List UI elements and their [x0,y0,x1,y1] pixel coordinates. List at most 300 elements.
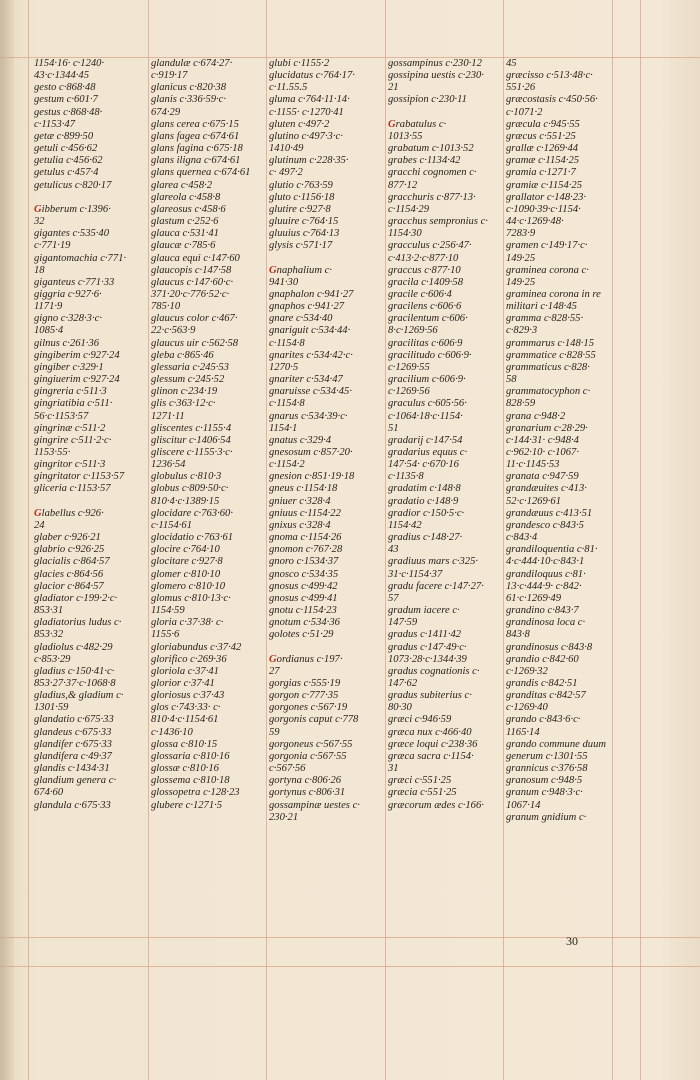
index-entry: 1154·30 [388,228,422,240]
index-entry: 941·30 [269,276,299,288]
index-entry: 59 [269,726,280,738]
index-entry: glubi c·1155·2 [269,58,330,69]
index-entry: glomero c·810·10 [151,580,226,592]
index-entry: gracilens c·606·6 [388,301,462,313]
index-entry: gladiolus c·482·29 [34,641,113,653]
index-entry: 1013·55 [388,130,423,142]
index-entry: gnesion c·851·19·18 [269,471,355,483]
index-entry: c·1154·61 [151,519,192,531]
index-entry: gradior c·150·5·c· [388,507,465,519]
index-entry: c·829·3 [506,325,538,337]
index-entry: glaucus uir c·562·58 [151,337,239,349]
index-entry: gradus c·147·49·c· [388,641,467,653]
index-entry: glareola c·458·8 [151,191,221,203]
index-entry: 31 [388,763,399,775]
index-entry: 1171·9 [34,301,63,313]
index-entry: gingreria c·511·3 [34,386,107,398]
index-entry: 1155·6 [151,629,180,641]
index-entry: gingiberim c·927·24 [34,349,120,361]
index-entry: Gordianus c·197· [269,653,343,665]
index-entry: glastum c·252·6 [151,216,219,228]
index-entry: glos c·743·33· c· [151,702,221,714]
index-entry: c·919·17 [151,70,188,82]
index-entry: 149·25 [506,252,536,264]
index-entry: gorgonis caput c·778 [269,714,359,726]
index-entry: c·962·10· c·1067· [506,447,579,458]
index-entry: grando commune duum [506,738,607,750]
index-entry: c·1269·56 [388,386,430,398]
column-rule [148,0,149,1080]
index-entry: glossæ c·810·16 [151,763,219,775]
index-entry: gramia c·1271·7 [506,167,576,179]
index-entry: gnatus c·329·4 [269,434,332,446]
index-entry: grannicus c·376·58 [506,763,588,775]
index-entry: gorgoneus c·567·55 [269,738,353,750]
index-entry: giggria c·927·6· [34,288,102,300]
index-entry: grana c·948·2 [506,410,566,422]
index-entry: Gnaphalium c· [269,264,332,276]
index-entry: gingiuerim c·927·24 [34,374,120,386]
index-entry: c·771·19 [34,240,71,252]
index-entry: gingritator c·1153·57 [34,471,125,483]
index-entry: gnaphalon c·941·27 [269,288,354,300]
index-entry: gigantomachia c·771· [34,252,127,264]
index-entry: gradarij c·147·54 [388,434,463,446]
index-entry: 1073·28·c·1344·39 [388,653,467,665]
index-entry: 371·20·c·776·52·c· [151,288,230,300]
index-entry: gnaphos c·941·27 [269,301,345,313]
index-entry: glanis c·336·59·c· [151,94,227,106]
index-entry: græcorum ædes c·166· [388,799,484,811]
index-entry: 8·c·1269·56 [388,325,438,337]
index-entry: glacies c·864·56 [34,568,104,580]
index-entry: gradum iacere c· [388,605,460,617]
index-entry: glysis c·571·17 [269,240,333,252]
index-entry: gestus c·868·48· [34,106,103,118]
index-entry: 551·26 [506,82,536,94]
index-entry: 11·c·1145·53 [506,459,560,471]
index-entry: c·1269·32 [506,665,548,677]
index-entry: glauca c·531·41 [151,228,219,240]
index-entry: 1270·5 [269,361,299,373]
index-entry: glans fagina c·675·18 [151,143,243,155]
index-entry: 147·54· c·670·16 [388,459,459,471]
index-entry: 785·10 [151,301,181,313]
index-entry: 7283·9 [506,228,536,240]
column-rule [385,0,386,1080]
index-entry: 674·60 [34,787,64,799]
index-entry: glorior c·37·41 [151,677,215,689]
index-entry: græcus c·551·25 [506,130,576,142]
index-entry: getuli c·456·62 [34,143,98,155]
index-entry: glis c·363·12·c· [151,398,216,410]
index-entry: granata c·947·59 [506,471,579,483]
index-entry: gniuus c·1154·22 [269,507,341,519]
index-entry [34,192,146,204]
index-entry: gnariguit c·534·44· [269,325,351,337]
index-entry: gnare c·534·40 [269,313,333,325]
index-entry: gloriosus c·37·43 [151,690,225,702]
index-entry: glaucus c·147·60·c· [151,276,234,288]
index-entry: gnarites c·534·42·c· [269,349,353,361]
index-entry: græca nux c·466·40 [388,726,472,738]
index-entry: gnaruisse c·534·45· [269,386,352,398]
index-entry: 51 [388,422,399,434]
index-entry: c· 497·2 [269,167,303,179]
index-entry: glorifico c·269·36 [151,653,227,665]
index-entry: glaucæ c·785·6 [151,240,216,252]
index-entry: c·1436·10 [151,726,193,738]
index-entry: 1154·1 [269,422,298,434]
index-entry: granum gnidium c· [506,811,587,823]
index-entry: glacialis c·864·57 [34,556,110,568]
index-entry: glareosus c·458·6 [151,203,226,215]
index-entry: gluten c·497·2 [269,118,330,130]
index-entry: 1154·16· c·1240· [34,58,105,69]
index-entry: 147·62 [388,677,418,689]
index-entry: grandio c·842·60 [506,653,579,665]
index-entry: gracchus sempronius c· [388,216,488,228]
index-entry: gradus c·1411·42 [388,629,462,641]
index-entry: c·144·31· c·948·4 [506,434,579,446]
index-entry: gnosco c·534·35 [269,568,339,580]
index-entry: gniuer c·328·4 [269,495,331,507]
index-entry: gliscentes c·1155·4 [151,422,232,434]
index-entry: 22·c·563·9 [151,325,196,337]
index-entry: c·1153·47 [34,118,75,130]
index-entry: 843·8 [506,629,530,641]
index-entry: c·11.55.5 [269,82,308,94]
bottom-rule [0,937,700,938]
index-entry: Glabellus c·926· [34,507,104,519]
index-entry: glocitare c·927·8 [151,556,223,568]
index-entry: 810·4·c·1389·15 [151,495,220,507]
index-entry: græcula c·945·55 [506,118,580,130]
index-entry: gossampinæ uestes c· [269,799,360,811]
index-entry: 21 [388,82,399,94]
index-entry: c·1071·2 [506,106,543,118]
index-entry: gigno c·328·3·c· [34,313,102,325]
index-entry [269,642,381,654]
index-entry: 674·29 [151,106,181,118]
index-entry: Grabatulus c· [388,118,447,130]
index-entry: gliceria c·1153·57 [34,483,111,495]
index-entry: 1271·11 [151,410,185,422]
index-entry: glaucus color c·467· [151,313,238,325]
index-entry: grandinosus c·843·8 [506,641,593,653]
index-entry: 24 [34,519,45,531]
index-entry: gnesosum c·857·20· [269,447,353,458]
index-entry: gnoro c·1534·37 [269,556,339,568]
index-entry: 18 [34,264,45,276]
index-entry [34,496,146,508]
index-entry: grandiloquus c·81· [506,568,586,580]
index-entry: c·1154·29 [388,203,429,215]
index-entry: graccus c·877·10 [388,264,461,276]
index-entry: græci c·551·25 [388,775,452,787]
index-entry: grammaticus c·828· [506,361,590,373]
index-entry: Gibberum c·1396· [34,203,111,215]
index-entry: gracile c·606·4 [388,288,452,300]
index-entry: glarea c·458·2 [151,179,213,191]
index-entry: glossa c·810·15 [151,738,218,750]
index-entry: gnosus c·499·41 [269,592,338,604]
index-entry: gradarius equus c· [388,447,468,458]
index-entry: græcisso c·513·48·c· [506,70,593,82]
index-entry: gloriola c·37·41 [151,665,219,677]
index-entry: glutinum c·228·35· [269,155,349,167]
index-entry: gingritor c·511·3 [34,459,106,471]
index-entry: grandesco c·843·5 [506,519,584,531]
index-entry: gnosus c·499·42 [269,580,338,592]
index-entry: c·1154·2 [269,459,305,471]
index-entry: gracchuris c·877·13· [388,191,476,203]
index-entry: gorgonia c·567·55 [269,750,347,762]
index-entry: c·843·4 [506,532,538,544]
index-entry: gluto c·1156·18 [269,191,335,203]
index-entry: c·1269·40 [506,702,548,714]
index-entry: glaucopis c·147·58 [151,264,232,276]
index-entry: 43 [388,544,399,556]
index-column-1 [34,58,146,812]
index-entry: c·413·2·c·877·10 [388,252,459,264]
index-entry: 80·30 [388,702,412,714]
index-entry: glomus c·810·13·c· [151,592,231,604]
index-entry: glutino c·497·3·c· [269,130,343,142]
index-entry: græcia c·551·25 [388,787,457,799]
index-entry: 853·31 [34,605,64,617]
index-entry: getulia c·456·62 [34,155,103,167]
index-entry: glandium genera c· [34,775,117,787]
index-entry: gramæ c·1154·25 [506,155,580,167]
index-entry: grandino c·843·7 [506,605,579,617]
index-entry: gingiber c·329·1 [34,361,104,373]
index-entry: glauca equi c·147·60 [151,252,240,264]
margin-rule [28,0,29,1080]
index-entry: gracilitas c·606·9 [388,337,463,349]
index-entry: gorgias c·555·19 [269,677,341,689]
index-entry: gnotu c·1154·23 [269,605,337,617]
index-entry: getulus c·457·4 [34,167,99,179]
index-entry: gladiatorius ludus c· [34,617,122,629]
index-entry: getulicus c·820·17 [34,179,112,191]
index-entry: globus c·809·50·c· [151,483,229,495]
index-entry: græcostasis c·450·56· [506,94,598,106]
index-entry: gliscitur c·1406·54 [151,434,231,446]
index-entry: c·853·29 [34,653,71,665]
index-entry: glucidatus c·764·17· [269,70,355,82]
index-entry: glossopetra c·128·23 [151,787,240,799]
index-entry: gracilium c·606·9· [388,374,466,386]
index-entry: generum c·1301·55 [506,750,588,762]
index-entry: glans cerea c·675·15 [151,118,239,130]
index-entry: 1085·4 [34,325,64,337]
index-entry: grandiloquentia c·81· [506,544,598,556]
index-entry: glocire c·764·10 [151,544,220,556]
index-entry: gladiator c·199·2·c· [34,592,118,604]
index-entry: grandis c·842·51 [506,677,578,689]
index-entry: gesto c·868·48 [34,82,96,94]
column-rule [503,0,504,1080]
index-entry: glomer c·810·10 [151,568,221,580]
index-entry: glabrio c·926·25 [34,544,105,556]
index-entry: glandifera c·49·37 [34,750,112,762]
index-entry: gramiæ c·1154·25 [506,179,583,191]
index-entry: c·1155· c·1270·41 [269,106,344,118]
index-entry: grando c·843·6·c· [506,714,581,726]
index-entry: 52·c·1269·61 [506,495,562,507]
index-entry: glandis c·1434·31 [34,763,110,775]
index-entry: getæ c·899·50 [34,130,94,142]
index-entry: gradius c·148·27· [388,532,463,544]
index-entry: granditas c·842·57 [506,690,586,702]
page-binding-edge [0,0,14,1080]
index-entry: 1301·59 [34,702,69,714]
index-entry: glandifer c·675·33 [34,738,112,750]
index-entry: glubere c·1271·5 [151,799,223,811]
index-entry: gladius,& gladium c· [34,690,124,702]
index-entry: gracculus c·256·47· [388,240,472,252]
index-entry: gnarus c·534·39·c· [269,410,348,422]
index-entry: græce loqui c·238·36 [388,738,478,750]
index-entry: militari c·148·45 [506,301,577,313]
index-entry: glacior c·864·57 [34,580,104,592]
index-entry: gloria c·37·38· c· [151,617,224,629]
index-entry: gilnus c·261·36 [34,337,100,349]
index-entry: gortyna c·806·26 [269,775,342,787]
index-entry: c·1154·8 [269,337,305,349]
index-entry: gorgones c·567·19 [269,702,348,714]
index-entry: 56·c·1153·57 [34,410,89,422]
index-entry: 58 [506,374,517,386]
index-entry: grandæuus c·413·51 [506,507,593,519]
index-entry: 61·c·1269·49 [506,592,562,604]
index-entry: gnariter c·534·47 [269,374,343,386]
index-entry: gloriabundus c·37·42 [151,641,242,653]
index-entry: grandinosa loca c· [506,617,586,629]
index-entry: gluma c·764·11·14· [269,94,350,106]
index-entry: 27 [269,665,280,677]
index-entry: glandatio c·675·33 [34,714,114,726]
index-entry: giganteus c·771·33 [34,276,115,288]
index-entry: gleba c·865·46 [151,349,214,361]
index-entry: gnoma c·1154·26 [269,532,342,544]
index-entry: grandæuites c·413· [506,483,587,495]
index-entry: 149·25 [506,276,536,288]
index-entry: gradus subiterius c· [388,690,472,702]
index-column-2 [151,58,263,812]
index-entry: gingrinæ c·511·2 [34,422,106,434]
index-entry: glossema c·810·18 [151,775,230,787]
index-entry: c·1269·55 [388,361,430,373]
index-entry: 810·4·c·1154·61 [151,714,219,726]
index-column-3 [269,58,381,824]
index-entry: 230·21 [269,811,299,823]
index-entry: gramma c·828·55· [506,313,584,325]
index-entry: grabes c·1134·42 [388,155,461,167]
index-entry: gluuire c·764·15 [269,216,339,228]
index-entry: 1067·14 [506,799,541,811]
index-entry: glocidatio c·763·61 [151,532,234,544]
index-entry: grammarus c·148·15 [506,337,594,349]
index-entry: glans quernea c·674·61 [151,167,251,179]
index-entry: gigantes c·535·40 [34,228,110,240]
index-entry: graminea corona in re [506,288,601,300]
index-entry: græca sacra c·1154· [388,750,474,762]
index-entry: 1236·54 [151,459,186,471]
index-entry: 13·c·444·9· c·842· [506,580,582,592]
index-entry: grallator c·148·23· [506,191,587,203]
index-entry: grammatocyphon c· [506,386,591,398]
index-entry: gossipina uestis c·230· [388,70,484,82]
margin-rule [640,0,641,1080]
index-entry: gorgon c·777·35 [269,690,339,702]
index-entry: gradatim c·148·8 [388,483,461,495]
index-column-5 [506,58,618,824]
index-entry: 31·c·1154·37 [388,568,443,580]
index-entry: glossaria c·810·16 [151,750,230,762]
index-entry: gracilitudo c·606·9· [388,349,472,361]
index-entry: 43·c·1344·45 [34,70,90,82]
index-entry: globulus c·810·3 [151,471,222,483]
index-entry: 57 [388,592,399,604]
index-entry: gradu facere c·147·27· [388,580,484,592]
index-entry: 1410·49 [269,143,304,155]
index-entry: 4·c·444·10·c·843·1 [506,556,585,568]
index-entry: 32 [34,216,45,228]
index-entry: grammatice c·828·55 [506,349,596,361]
index-entry: glocidare c·763·60· [151,507,233,519]
index-entry: 853·32 [34,629,64,641]
index-entry: glandeus c·675·33 [34,726,112,738]
index-entry: c·1090·39·c·1154· [506,203,581,215]
index-entry: gracila c·1409·58 [388,276,464,288]
index-entry: 853·27·37·c·1068·8 [34,677,116,689]
index-entry: 147·59 [388,617,418,629]
index-entry: 1165·14 [506,726,540,738]
index-column-4 [388,58,500,812]
index-entry: gortynus c·806·31 [269,787,346,799]
index-entry: granarium c·28·29· [506,422,588,434]
index-entry: gracilentum c·606· [388,313,468,325]
index-entry: glans iligna c·674·61 [151,155,241,167]
index-entry: glessum c·245·52 [151,374,225,386]
index-entry: gnixus c·328·4 [269,519,331,531]
index-entry: gingriatibia c·511· [34,398,113,410]
index-entry: 44·c·1269·48· [506,216,564,228]
footer-rule [0,966,700,967]
index-entry: c·567·56 [269,763,306,775]
index-entry: 1153·55· [34,447,71,458]
index-entry: gneus c·1154·18 [269,483,338,495]
column-rule [266,0,267,1080]
index-entry [269,253,381,265]
index-entry: græci c·946·59 [388,714,452,726]
index-entry: gnotum c·534·36 [269,617,340,629]
index-entry: glutio c·763·59 [269,179,333,191]
index-entry: granum c·948·3·c· [506,787,583,799]
index-entry: gestum c·601·7 [34,94,98,106]
index-entry: granosum c·948·5 [506,775,583,787]
index-entry: 828·59 [506,398,536,410]
index-entry [388,107,500,119]
index-entry: gladius c·150·41·c· [34,665,115,677]
index-entry: 45 [506,58,517,69]
index-entry: gracchi cognomen c· [388,167,477,179]
index-entry: glessaria c·245·53 [151,361,229,373]
index-entry: grallæ c·1269·44 [506,143,579,155]
index-entry: c·1154·8 [269,398,305,410]
